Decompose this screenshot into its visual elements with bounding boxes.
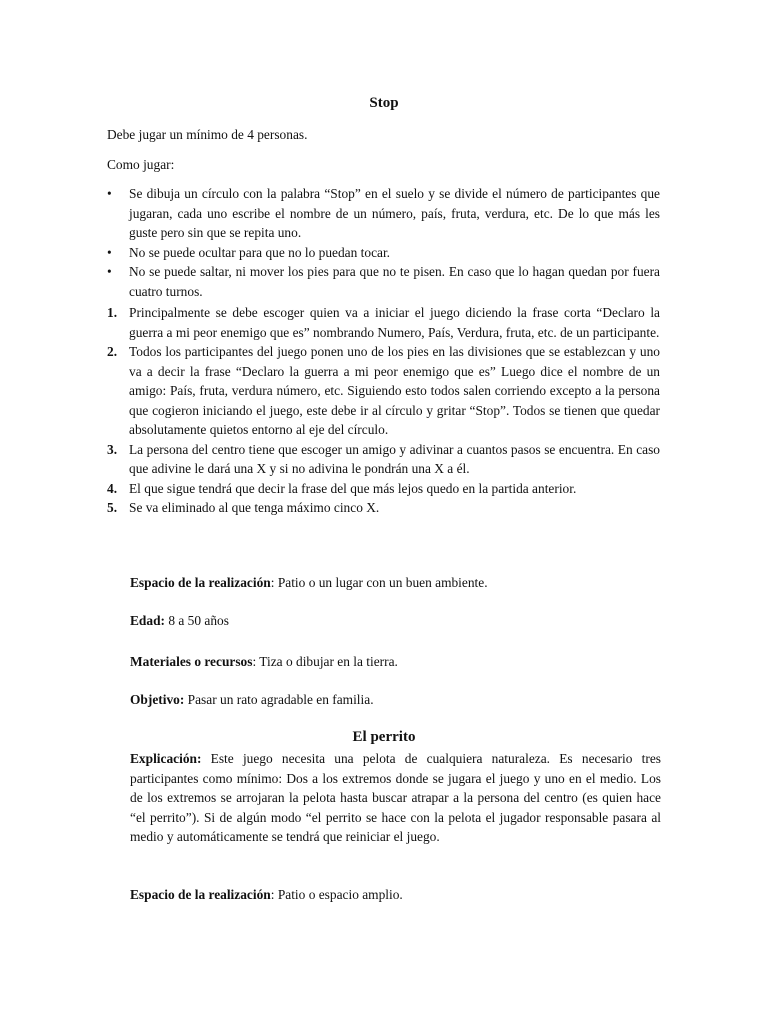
bullet-icon: • (107, 244, 112, 260)
stop-espacio-field: Espacio de la realización: Patio o un lugar con un buen ambiente. (130, 575, 488, 590)
list-item: 3. La persona del centro tiene que escoger un amigo y adivinar a cuantos pasos se encuentra. En caso que adivine le dará una X y si no adivina le pondrán una X a él. (107, 441, 660, 476)
stop-title: Stop (369, 95, 399, 111)
how-to-play-label: Como jugar: (107, 157, 175, 172)
list-item: 5. Se va eliminado al que tenga máximo cinco X. (107, 500, 380, 515)
list-item: 1. Principalmente se debe escoger quien va a iniciar el juego diciendo la frase corta “Declaro la guerra a mi peor enemigo que es” nombrando Numero, País, Verdura, fruta, etc. de un participante. (107, 305, 660, 340)
list-item: • Se dibuja un círculo con la palabra “Stop” en el suelo y se divide el número de participantes que jugaran, cada uno escribe el nombre de un número, país, fruta, verdura, etc. De lo que más les guste pero sin que se repita uno. (107, 186, 660, 240)
stop-materiales-field: Materiales o recursos: Tiza o dibujar en la tierra. (130, 654, 398, 669)
stop-bullet-list (107, 184, 660, 301)
bullet-icon: • (107, 264, 112, 279)
perrito-espacio-field: Espacio de la realización: Patio o espacio amplio. (130, 887, 403, 902)
stop-intro: Debe jugar un mínimo de 4 personas. (107, 127, 308, 142)
list-item: • No se puede ocultar para que no lo puedan tocar. (107, 243, 660, 263)
stop-objetivo-field: Objetivo: Pasar un rato agradable en familia. (130, 692, 374, 707)
list-item: 4. El que sigue tendrá que decir la frase del que más lejos quedo en la partida anterior. (107, 480, 577, 496)
stop-steps-list (107, 303, 660, 518)
stop-edad-field: Edad: 8 a 50 años (130, 613, 229, 628)
perrito-title: El perrito (352, 729, 416, 745)
list-item: • No se puede saltar, ni mover los pies para que no te pisen. En caso que lo hagan quedan por fuera cuatro turnos. (107, 264, 660, 299)
perrito-explicacion: Explicación: Este juego necesita una pelota de cualquiera naturaleza. Es necesario tres participantes como mínimo: Dos a los extremos donde se jugara el juego y uno en el medio. Los de los extremos se arrojaran la pelota hasta buscar atrapar a la persona del centro (es quien hace “el perrito”). Si de algún modo “el perrito se hace con la pelota el jugador responsable pasara al medio y automáticamente se tendrá que reiniciar el juego. (130, 751, 661, 844)
bullet-icon: • (107, 186, 112, 201)
list-item: 2. Todos los participantes del juego ponen uno de los pies en las divisiones que se establezcan y uno va a decir la frase “Declaro la guerra a mi peor enemigo que es” Luego dice el nombre de un amigo: País, fruta, verdura número, etc. Siguiendo esto todos salen corriendo excepto a la persona que cogieron iniciando el juego, este debe ir al círculo y gritar “Stop”. Todos se tienen que quedar absolutamente quietos entorno al eje del círculo. (107, 344, 660, 437)
